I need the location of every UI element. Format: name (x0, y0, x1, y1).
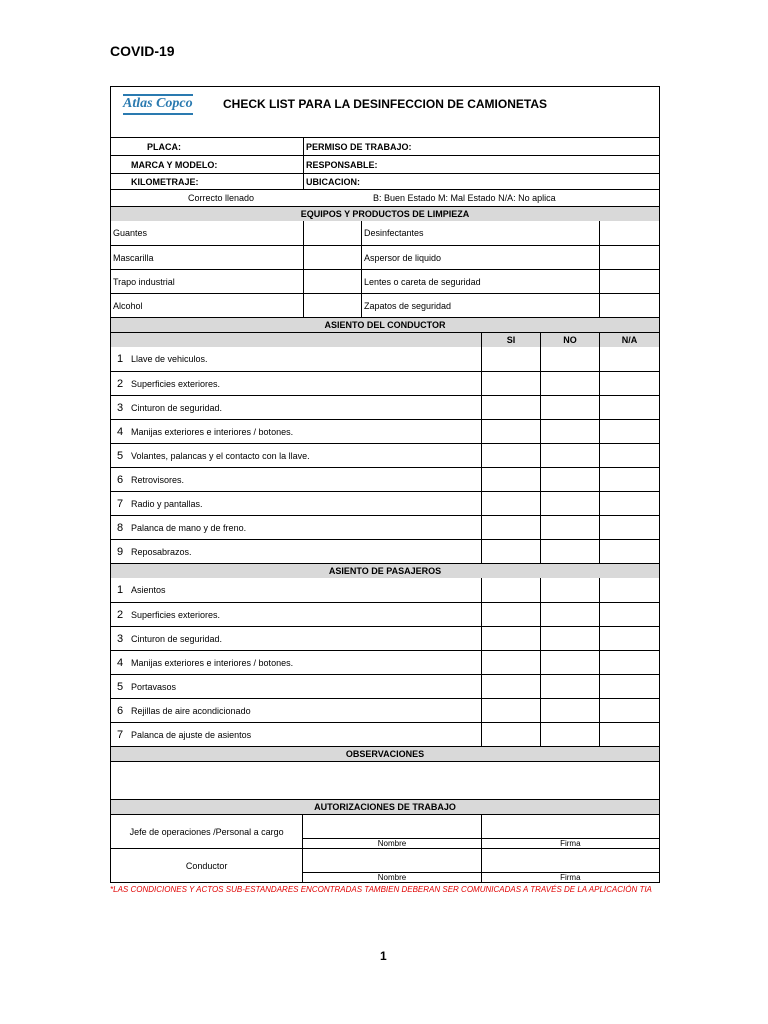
si-checkbox[interactable] (481, 492, 540, 515)
checklist-form (110, 86, 660, 883)
item-label: Superficies exteriores. (131, 378, 221, 389)
na-checkbox[interactable] (599, 578, 659, 602)
item-label: Retrovisores. (131, 474, 185, 485)
no-checkbox[interactable] (540, 723, 599, 746)
na-checkbox[interactable] (599, 627, 659, 650)
item-number: 9 (116, 545, 124, 558)
equipo-label: Zapatos de seguridad (361, 294, 599, 317)
info-row (111, 155, 659, 173)
no-checkbox[interactable] (540, 468, 599, 491)
item-label: Superficies exteriores. (131, 609, 221, 620)
equipo-check[interactable] (303, 270, 361, 293)
item-number: 5 (116, 449, 124, 462)
no-checkbox[interactable] (540, 651, 599, 674)
item-number: 8 (116, 521, 124, 534)
permiso-field[interactable]: PERMISO DE TRABAJO: (303, 138, 659, 155)
na-checkbox[interactable] (599, 675, 659, 698)
item-number: 1 (116, 353, 124, 365)
conductor-title: ASIENTO DEL CONDUCTOR (324, 320, 446, 330)
document-header: COVID-19 (110, 43, 175, 59)
si-checkbox[interactable] (481, 516, 540, 539)
no-checkbox[interactable] (540, 492, 599, 515)
si-checkbox[interactable] (481, 699, 540, 722)
nombre-label: Nombre (303, 872, 480, 882)
item-number: 3 (116, 632, 124, 645)
na-checkbox[interactable] (599, 347, 659, 371)
equipos-title: EQUIPOS Y PRODUCTOS DE LIMPIEZA (300, 209, 470, 219)
na-checkbox[interactable] (599, 699, 659, 722)
item-number: 7 (116, 728, 124, 741)
si-checkbox[interactable] (481, 675, 540, 698)
info-row (111, 173, 659, 189)
na-checkbox[interactable] (599, 651, 659, 674)
si-checkbox[interactable] (481, 603, 540, 626)
item-label: Reposabrazos. (131, 546, 192, 557)
checklist-row (111, 347, 659, 371)
firma-input[interactable] (482, 815, 659, 838)
checklist-row (111, 578, 659, 602)
equipo-label: Lentes o careta de seguridad (361, 270, 599, 293)
si-checkbox[interactable] (481, 347, 540, 371)
item-number: 1 (116, 584, 124, 596)
col-si: SI (481, 333, 540, 347)
checklist-row (111, 443, 659, 467)
checklist-row (111, 491, 659, 515)
checklist-row (111, 674, 659, 698)
col-no: NO (540, 333, 599, 347)
equipo-row (111, 245, 659, 269)
checklist-row (111, 467, 659, 491)
equipo-check[interactable] (303, 221, 361, 245)
section-header (111, 206, 659, 221)
na-checkbox[interactable] (599, 603, 659, 626)
item-label: Palanca de ajuste de asientos (131, 729, 252, 740)
ubicacion-field[interactable]: UBICACION: (303, 174, 659, 189)
no-checkbox[interactable] (540, 699, 599, 722)
no-checkbox[interactable] (540, 347, 599, 371)
si-checkbox[interactable] (481, 444, 540, 467)
no-checkbox[interactable] (540, 444, 599, 467)
info-row (111, 137, 659, 155)
equipo-check[interactable] (303, 246, 361, 269)
checklist-row (111, 395, 659, 419)
si-checkbox[interactable] (481, 468, 540, 491)
no-checkbox[interactable] (540, 578, 599, 602)
correcto-llenado: Correcto llenado (187, 193, 255, 203)
equipo-label: Mascarilla (113, 252, 154, 263)
firma-label: Firma (482, 872, 659, 882)
section-header (111, 317, 659, 332)
item-label: Asientos (131, 585, 166, 595)
estado-legend: B: Buen Estado M: Mal Estado N/A: No aplica (373, 193, 556, 203)
checklist-row (111, 371, 659, 395)
item-label: Cinturon de seguridad. (131, 402, 223, 413)
na-checkbox[interactable] (599, 468, 659, 491)
observaciones-box[interactable] (111, 761, 659, 799)
item-label: Radio y pantallas. (131, 498, 203, 509)
item-label: Palanca de mano y de freno. (131, 522, 247, 533)
item-number: 3 (116, 401, 124, 414)
equipo-label: Desinfectantes (361, 221, 599, 245)
si-checkbox[interactable] (481, 627, 540, 650)
checklist-row (111, 602, 659, 626)
na-checkbox[interactable] (599, 396, 659, 419)
si-checkbox[interactable] (481, 372, 540, 395)
item-number: 2 (116, 608, 124, 621)
no-checkbox[interactable] (540, 603, 599, 626)
na-checkbox[interactable] (599, 420, 659, 443)
no-checkbox[interactable] (540, 627, 599, 650)
marca-label: MARCA Y MODELO: (131, 159, 218, 170)
equipo-label: Aspersor de liquido (361, 246, 599, 269)
section-header (111, 563, 659, 578)
si-checkbox[interactable] (481, 540, 540, 563)
placa-label: PLACA: (147, 141, 181, 152)
equipo-check[interactable] (599, 246, 659, 269)
item-label: Llave de vehiculos. (131, 354, 208, 364)
item-number: 7 (116, 497, 124, 510)
na-checkbox[interactable] (599, 444, 659, 467)
no-checkbox[interactable] (540, 396, 599, 419)
equipo-check[interactable] (599, 294, 659, 317)
item-number: 6 (116, 704, 124, 717)
na-checkbox[interactable] (599, 723, 659, 746)
item-number: 4 (116, 656, 124, 669)
checklist-row (111, 539, 659, 563)
si-checkbox[interactable] (481, 420, 540, 443)
signature-row (111, 814, 659, 848)
equipo-label: Guantes (113, 228, 148, 238)
firma-label: Firma (482, 838, 659, 848)
na-checkbox[interactable] (599, 540, 659, 563)
pasajeros-title: ASIENTO DE PASAJEROS (328, 566, 442, 576)
observaciones-title: OBSERVACIONES (345, 749, 425, 759)
checklist-row (111, 419, 659, 443)
item-label: Rejillas de aire acondicionado (131, 705, 251, 716)
col-na: N/A (599, 333, 659, 347)
autorizaciones-title: AUTORIZACIONES DE TRABAJO (314, 802, 456, 812)
firma-input[interactable] (482, 849, 659, 872)
equipo-label: Trapo industrial (113, 276, 175, 287)
equipo-check[interactable] (599, 270, 659, 293)
equipo-label: Alcohol (113, 300, 143, 311)
atlas-copco-logo: Atlas Copco (123, 93, 193, 115)
na-checkbox[interactable] (599, 372, 659, 395)
item-number: 2 (116, 377, 124, 390)
item-label: Manijas exteriores e interiores / botones. (131, 657, 294, 668)
responsable-field[interactable]: RESPONSABLE: (303, 156, 659, 173)
conductor-label: Conductor (185, 860, 228, 871)
nombre-label: Nombre (303, 838, 480, 848)
footer-note: *LAS CONDICIONES Y ACTOS SUB-ESTANDARES ENCONTRADAS TAMBIEN DEBERAN SER COMUNICADAS A TRAVÉS DE LA APLICACIÓN TIA (110, 885, 652, 894)
no-checkbox[interactable] (540, 540, 599, 563)
equipo-row (111, 221, 659, 245)
na-checkbox[interactable] (599, 516, 659, 539)
checklist-row (111, 698, 659, 722)
item-label: Manijas exteriores e interiores / botones. (131, 426, 294, 437)
kilometraje-label: KILOMETRAJE: (131, 176, 199, 187)
section-header (111, 799, 659, 814)
si-checkbox[interactable] (481, 578, 540, 602)
equipo-check[interactable] (599, 221, 659, 245)
no-checkbox[interactable] (540, 675, 599, 698)
checklist-row (111, 515, 659, 539)
column-header-row (111, 332, 659, 347)
checklist-row (111, 626, 659, 650)
no-checkbox[interactable] (540, 516, 599, 539)
item-label: Portavasos (131, 681, 177, 692)
nombre-input[interactable] (303, 849, 480, 872)
equipo-row (111, 269, 659, 293)
checklist-row (111, 650, 659, 674)
title-row (111, 87, 659, 137)
item-number: 5 (116, 680, 124, 693)
no-checkbox[interactable] (540, 420, 599, 443)
signature-row (111, 848, 659, 882)
legend-row (111, 189, 659, 206)
checklist-row (111, 722, 659, 746)
item-label: Cinturon de seguridad. (131, 633, 223, 644)
si-checkbox[interactable] (481, 396, 540, 419)
equipo-row (111, 293, 659, 317)
item-number: 6 (116, 473, 124, 486)
form-title: CHECK LIST PARA LA DESINFECCION DE CAMIONETAS (222, 97, 547, 111)
no-checkbox[interactable] (540, 372, 599, 395)
equipo-check[interactable] (303, 294, 361, 317)
jefe-label: Jefe de operaciones /Personal a cargo (129, 826, 284, 837)
item-number: 4 (116, 425, 124, 438)
si-checkbox[interactable] (481, 651, 540, 674)
item-label: Volantes, palancas y el contacto con la llave. (131, 450, 310, 461)
na-checkbox[interactable] (599, 492, 659, 515)
si-checkbox[interactable] (481, 723, 540, 746)
section-header (111, 746, 659, 761)
nombre-input[interactable] (303, 815, 480, 838)
page-number: 1 (380, 949, 387, 963)
